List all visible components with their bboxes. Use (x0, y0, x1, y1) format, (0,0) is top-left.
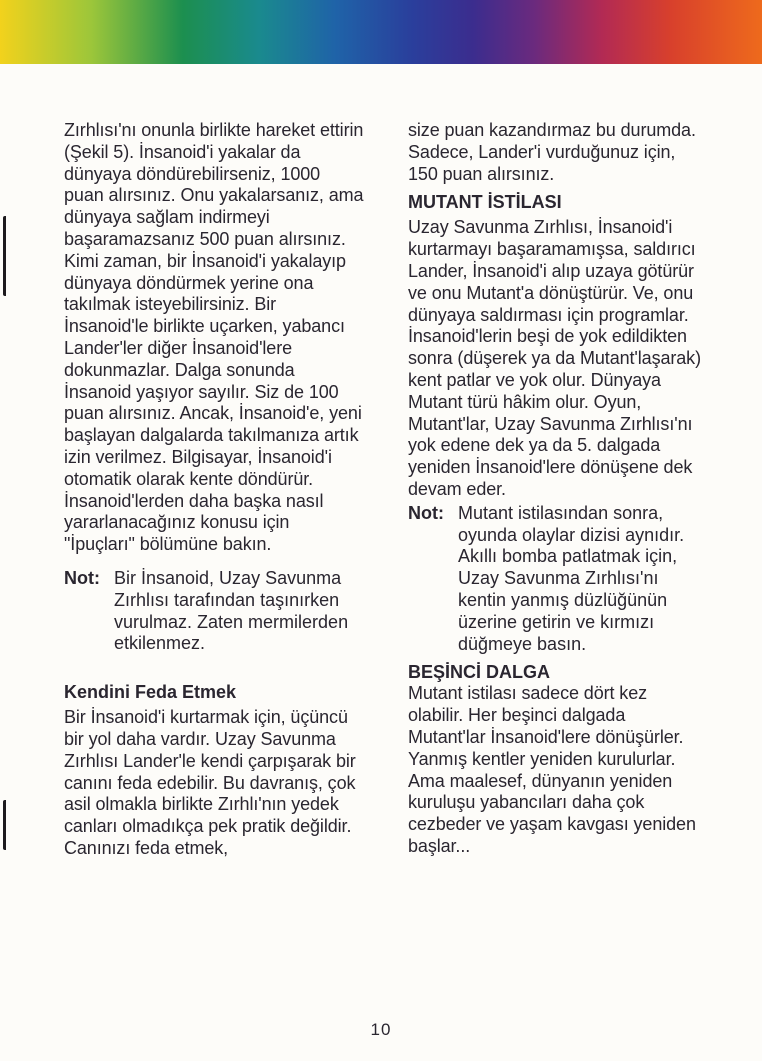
right-paragraph-2: Uzay Savunma Zırhlısı, İnsanoid'i kurtarmayı başaramamışsa, saldırıcı Lander, İnsanoid'i alıp uzaya götürür ve onu Mutant'a dönüştürür. Ve, onu dünyaya saldırması için programlar. İnsanoid'lerin beşi de yok edildikten sonra (düşerek ya da Mutant'laşarak) kent patlar ve yok olur. Dünyaya Mutant türü hâkim olur. Oyun, Mutant'lar, Uzay Savunma Zırhlısı'nı yok edene dek ya da 5. dalgada yeniden İnsanoid'lere dönüşene dek devam eder. (408, 217, 701, 499)
binding-mark (3, 800, 11, 850)
left-paragraph-3: Bir İnsanoid'i kurtarmak için, üçüncü bir yol daha vardır. Uzay Savunma Zırhlısı Lander'le kendi çarpışarak bir canını feda edebilir. Bu davranış, çok asil olmakla birlikte Zırhlı'nın yedek canları olmadıkça pek pratik değildir. Canınızı feda etmek, (64, 707, 356, 858)
note-text: Mutant istilasından sonra, oyunda olaylar dizisi aynıdır. Akıllı bomba patlatmak için, Uzay Savunma Zırhlısı'nı kentin yanmış düzlüğünün üzerine getirin ve kırmızı düğmeye basın. (458, 502, 685, 654)
section-heading-sacrifice: Kendini Feda Etmek (64, 682, 237, 703)
left-column (64, 120, 364, 860)
note-label: Not: (64, 567, 100, 588)
binding-mark (3, 216, 11, 296)
page-number: 10 (370, 1020, 392, 1039)
note-text: Bir İnsanoid, Uzay Savunma Zırhlısı tarafından taşınırken vurulmaz. Zaten mermilerden etkilenmez. (114, 567, 349, 654)
right-column (408, 120, 704, 858)
section-heading-mutant-invasion: MUTANT İSTİLASI (408, 192, 562, 213)
rainbow-header-band (0, 0, 762, 64)
left-paragraph-1: Zırhlısı'nı onunla birlikte hareket ettirin (Şekil 5). İnsanoid'i yakalar da dünyaya döndürebilirseniz, 1000 puan alırsınız. Onu yakalarsanız, ama dünyaya sağlam indirmeyi başaramazsanız 500 puan alırsınız. (64, 120, 364, 249)
note-label: Not: (408, 502, 444, 523)
section-heading-fifth-wave: BEŞİNCİ DALGA (408, 662, 551, 683)
right-paragraph-3: Mutant istilası sadece dört kez olabilir. Her beşinci dalgada Mutant'lar İnsanoid'lere dönüşürler. Yanmış kentler yeniden kurulurlar. Ama maalesef, dünyanın yeniden kuruluşu yabancıları daha çok cezbeder ve yaşam kavgası yeniden başlar... (408, 683, 696, 856)
right-note (408, 503, 704, 656)
left-paragraph-2: Kimi zaman, bir İnsanoid'i yakalayıp dünyaya döndürmek yerine ona takılmak isteyebilirsiniz. Bir İnsanoid'le birlikte uçarken, yabancı Lander'ler diğer İnsanoid'lere dokunmazlar. Dalga sonunda İnsanoid yaşıyor sayılır. Siz de 100 puan alırsınız. Ancak, İnsanoid'e, yeni başlayan dalgalarda takılmanıza artık izin verilmez. Bilgisayar, İnsanoid'i otomatik olarak kente döndürür. İnsanoid'lerden daha başka nasıl yararlanacağınız konusu için "İpuçları" bölümüne bakın. (64, 250, 362, 555)
left-note (64, 568, 364, 655)
right-paragraph-1: size puan kazandırmaz bu durumda. Sadece, Lander'i vurduğunuz için, 150 puan alırsınız. (408, 120, 696, 184)
